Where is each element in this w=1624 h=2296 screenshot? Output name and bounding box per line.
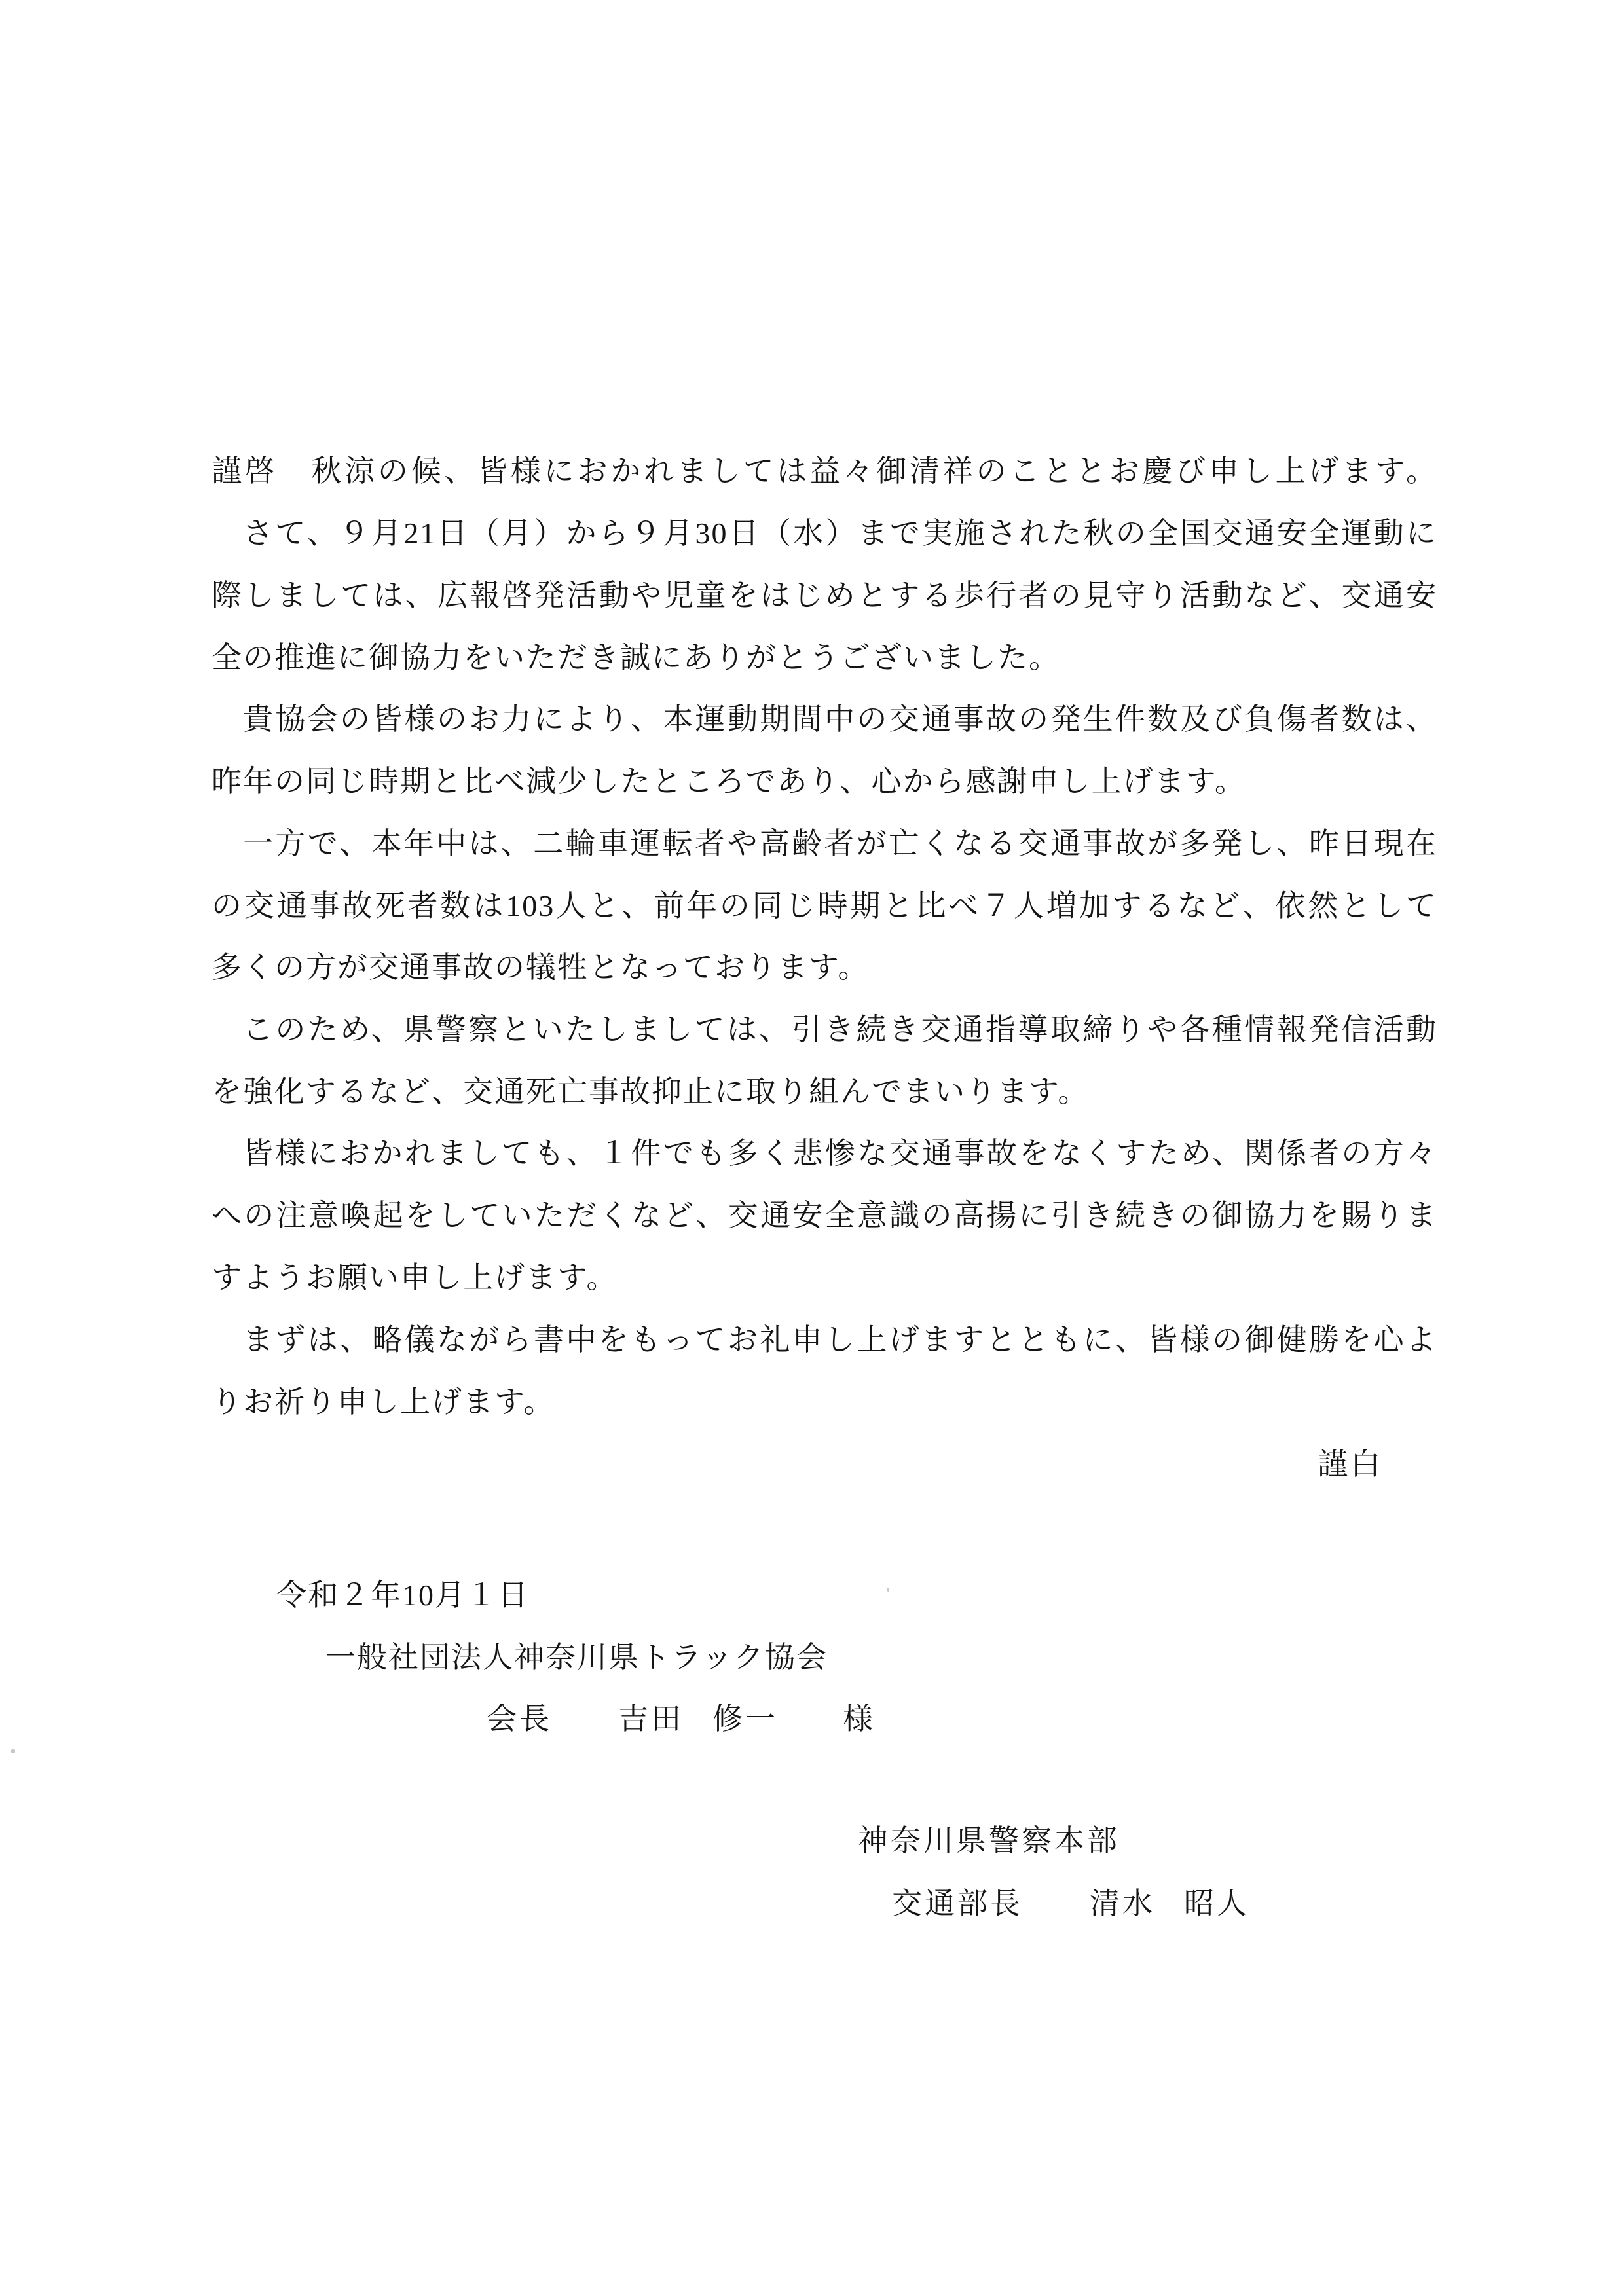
letter-opening-line: 謹啓 秋涼の候、皆様におかれましては益々御清祥のこととお慶び申し上げます。 [212, 454, 1437, 488]
letter-body-line: 全の推進に御協力をいただき誠にありがとうございました。 [212, 641, 1060, 674]
sender-organization: 神奈川県警察本部 [858, 1824, 1120, 1857]
letter-body-line: さて、９月21日（月）から９月30日（水）まで実施された秋の全国交通安全運動に [243, 517, 1437, 550]
letter-body-line: 多くの方が交通事故の犠牲となっております。 [212, 951, 870, 984]
recipient-given-name: 修一 [712, 1702, 778, 1736]
letter-body-line: 際しましては、広報啓発活動や児童をはじめとする歩行者の見守り活動など、交通安 [212, 579, 1437, 612]
sender-family-name: 清水 [1090, 1887, 1155, 1920]
letter-body-line: 一方で、本年中は、二輪車運転者や高齢者が亡くなる交通事故が多発し、昨日現在 [243, 827, 1437, 860]
letter-body-line: への注意喚起をしていただくなど、交通安全意識の高揚に引き続きの御協力を賜りま [212, 1199, 1437, 1232]
letter-body-line: 皆様におかれましても、１件でも多く悲惨な交通事故をなくすため、関係者の方々 [243, 1137, 1437, 1170]
recipient-organization: 一般社団法人神奈川県トラック協会 [325, 1641, 828, 1674]
scan-speck [11, 1749, 15, 1753]
letter-date: 令和２年10月１日 [276, 1578, 529, 1612]
recipient-family-name: 吉田 [618, 1702, 684, 1736]
letter-body-line: このため、県警察といたしましては、引き続き交通指導取締りや各種情報発信活動 [243, 1013, 1437, 1046]
letter-body-line: を強化するなど、交通死亡事故抑止に取り組んでまいります。 [212, 1075, 1090, 1108]
recipient-honorific: 様 [843, 1702, 876, 1736]
sender-title: 交通部長 [892, 1887, 1023, 1920]
scan-speck [887, 1588, 889, 1592]
letter-body-line: の交通事故死者数は103人と、前年の同じ時期と比べ７人増加するなど、依然として [212, 889, 1437, 922]
letter-body-line: 昨年の同じ時期と比べ減少したところであり、心から感謝申し上げます。 [212, 765, 1246, 798]
letter-body-line: 貴協会の皆様のお力により、本運動期間中の交通事故の発生件数及び負傷者数は、 [243, 702, 1437, 736]
letter-body-line: すようお願い申し上げます。 [212, 1261, 618, 1294]
recipient-title: 会長 [487, 1702, 552, 1736]
sender-given-name: 昭人 [1184, 1887, 1249, 1920]
letter-body-line: りお祈り申し上げます。 [212, 1385, 555, 1419]
letter-closing: 謹白 [1318, 1448, 1383, 1481]
letter-body-line: まずは、略儀ながら書中をもってお礼申し上げますとともに、皆様の御健勝を心よ [243, 1323, 1437, 1357]
